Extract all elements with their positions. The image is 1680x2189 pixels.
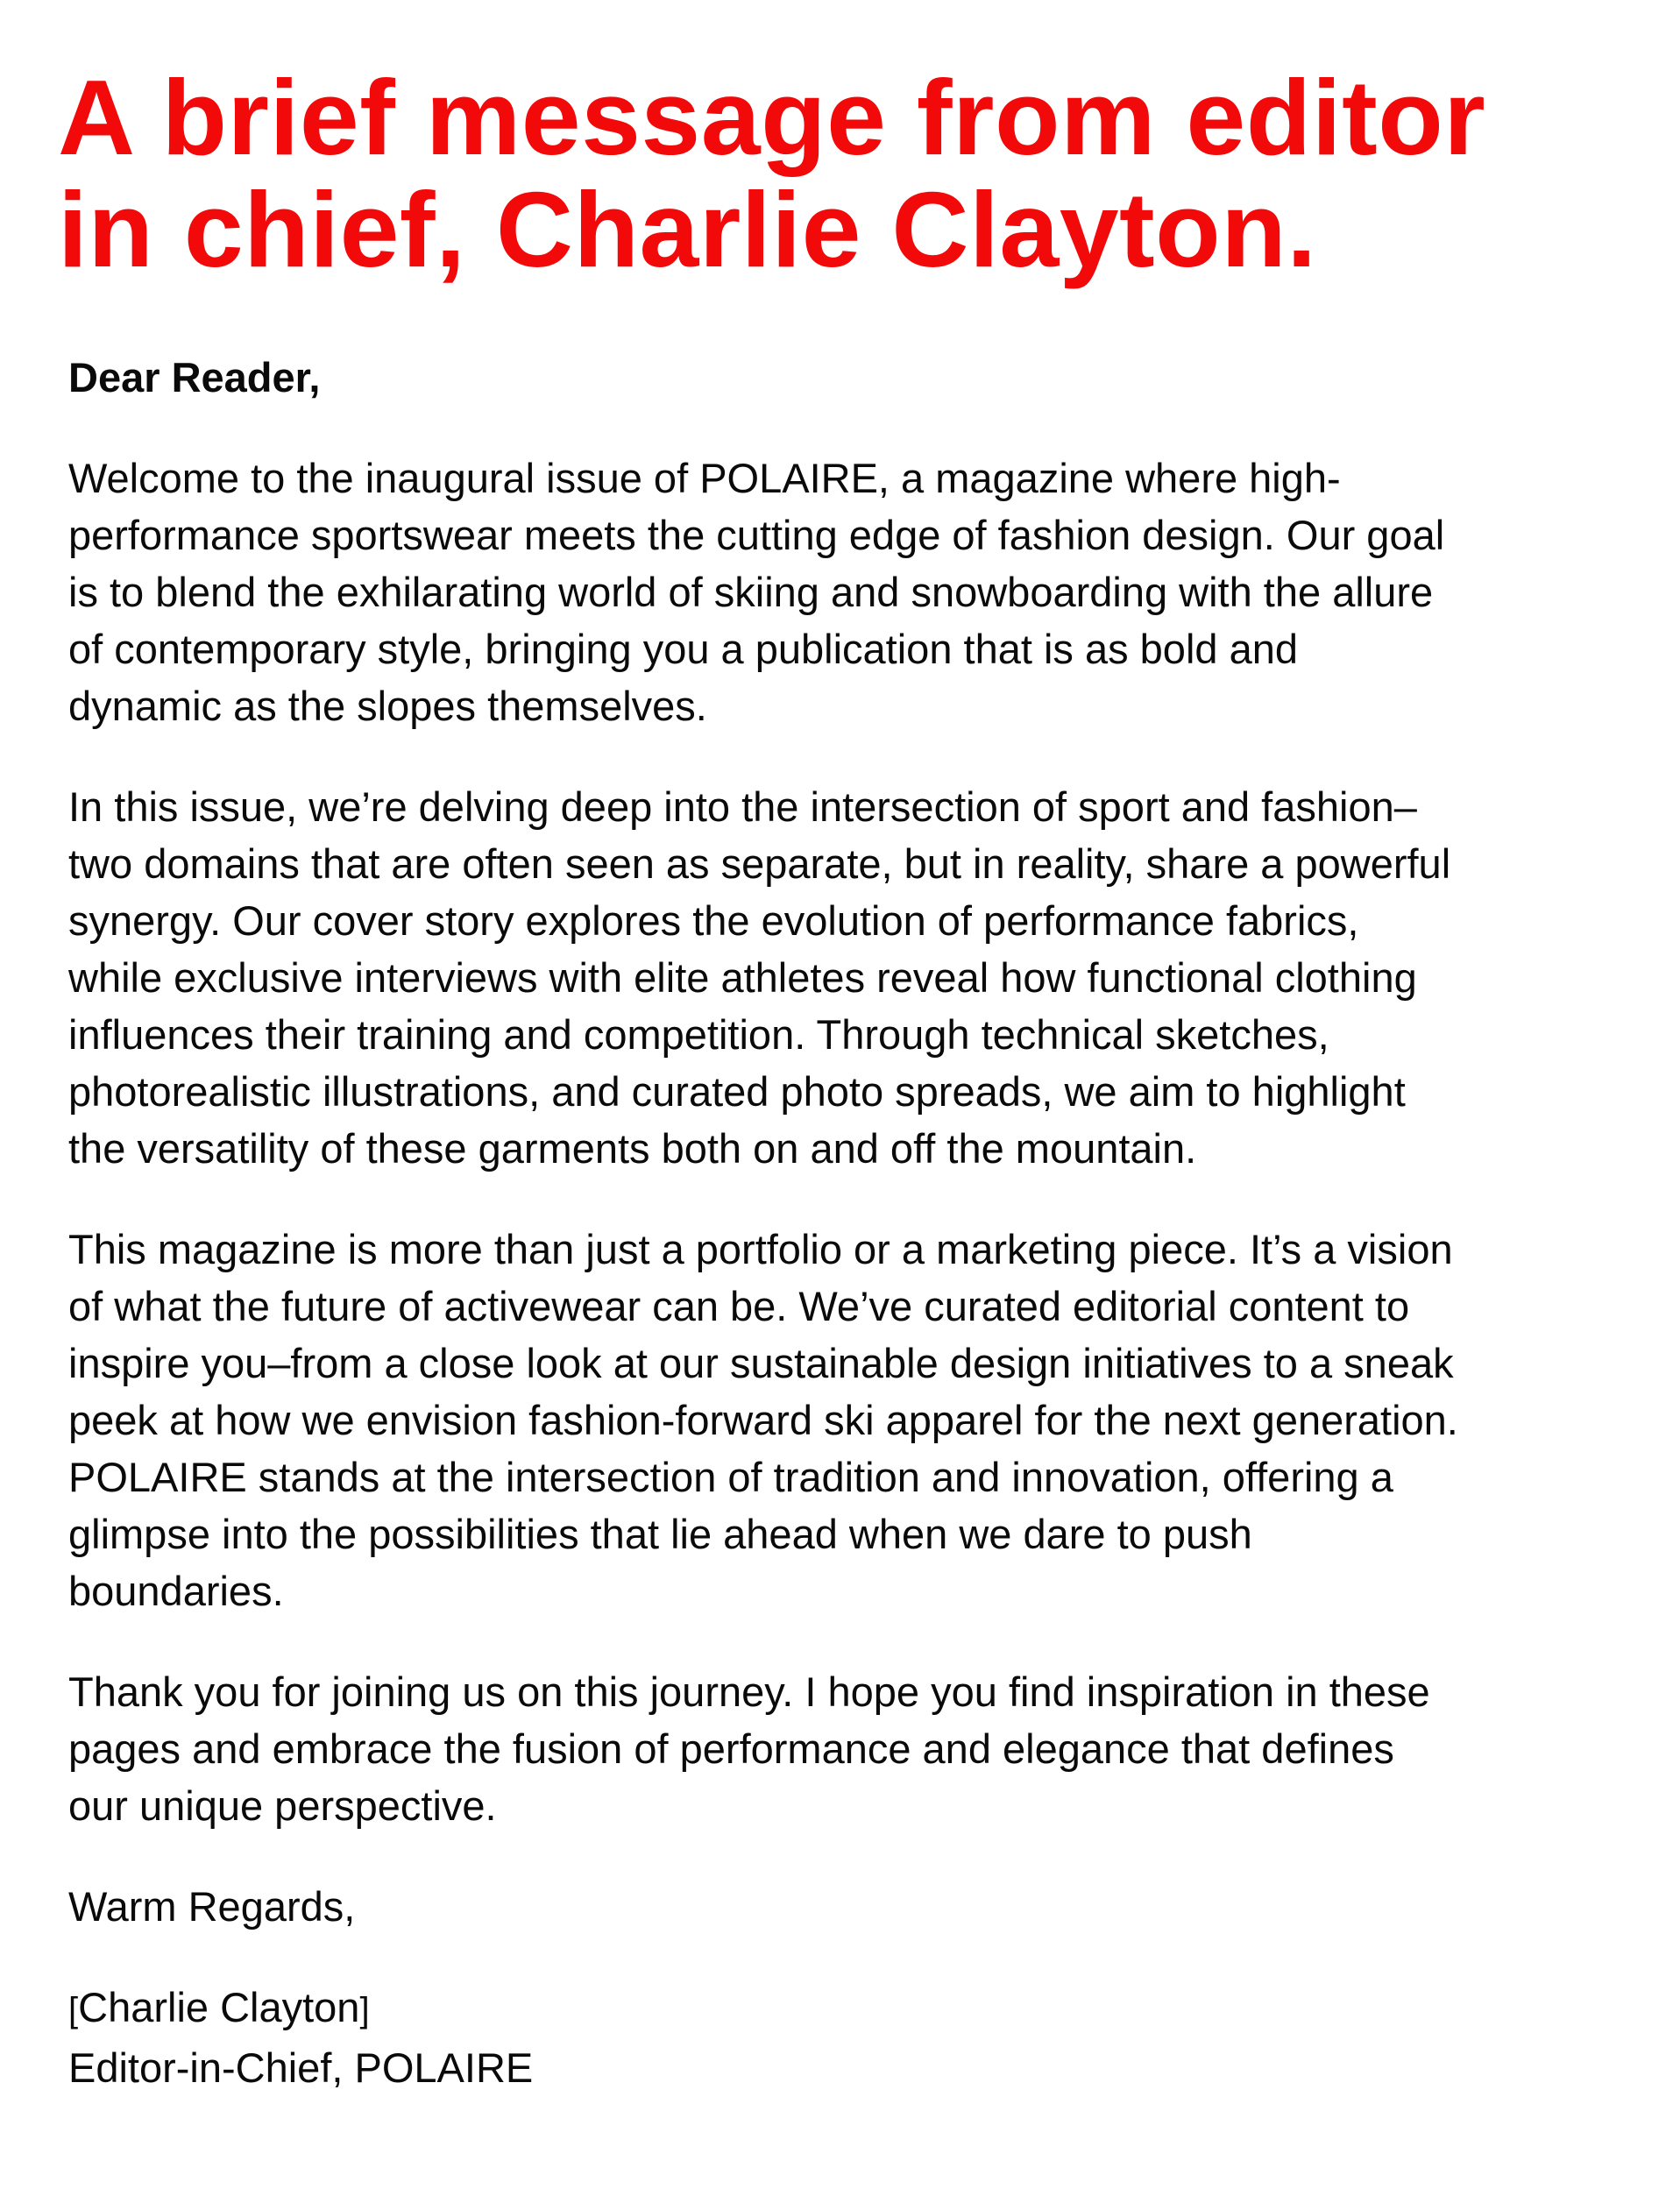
text-line: while exclusive interviews with elite athletes reveal how functional clothing xyxy=(68,954,1417,1001)
signature-name-text: Charlie Clayton xyxy=(78,1984,360,2030)
letter-greeting: Dear Reader, xyxy=(68,354,321,400)
text-line: of contemporary style, bringing you a publication that is as bold and xyxy=(68,626,1299,672)
text-line: our unique perspective. xyxy=(68,1782,497,1829)
text-line: Welcome to the inaugural issue of POLAIRE, a magazine where high- xyxy=(68,455,1341,501)
text-line: In this issue, we’re delving deep into the intersection of sport and fashion– xyxy=(68,783,1417,830)
text-line: glimpse into the possibilities that lie ahead when we dare to push xyxy=(68,1511,1252,1557)
headline-line: in chief, Charlie Clayton. xyxy=(58,170,1317,289)
text-line: dynamic as the slopes themselves. xyxy=(68,683,707,729)
text-line: of what the future of activewear can be. We’ve curated editorial content to xyxy=(68,1283,1410,1329)
text-line: boundaries. xyxy=(68,1568,284,1614)
text-line: synergy. Our cover story explores the evolution of performance fabrics, xyxy=(68,897,1359,944)
headline-line: A brief message from editor xyxy=(58,58,1486,177)
text-line: Thank you for joining us on this journey. I hope you find inspiration in these xyxy=(68,1668,1430,1715)
paragraph-issue xyxy=(68,778,1558,1177)
text-line: influences their training and competition. Through technical sketches, xyxy=(68,1011,1329,1058)
signature-title: Editor-in-Chief, POLAIRE xyxy=(68,2044,534,2091)
text-line: is to blend the exhilarating world of skiing and snowboarding with the allure xyxy=(68,569,1434,615)
signature-block xyxy=(68,1979,1558,2096)
close-bracket: ] xyxy=(359,1991,370,2030)
page-title xyxy=(58,58,1600,289)
open-bracket: [ xyxy=(68,1991,79,2030)
text-line: photorealistic illustrations, and curated photo spreads, we aim to highlight xyxy=(68,1068,1406,1115)
letter-body xyxy=(68,349,1558,2096)
text-line: This magazine is more than just a portfolio or a marketing piece. It’s a vision xyxy=(68,1226,1453,1272)
text-line: two domains that are often seen as separate, but in reality, share a powerful xyxy=(68,840,1451,887)
paragraph-vision xyxy=(68,1221,1558,1619)
paragraph-thanks xyxy=(68,1663,1558,1834)
text-line: the versatility of these garments both on and off the mountain. xyxy=(68,1125,1197,1172)
text-line: POLAIRE stands at the intersection of tradition and innovation, offering a xyxy=(68,1454,1393,1500)
signature-name xyxy=(68,1979,1558,2039)
text-line: performance sportswear meets the cutting edge of fashion design. Our goal xyxy=(68,512,1445,558)
text-line: inspire you–from a close look at our sustainable design initiatives to a sneak xyxy=(68,1340,1454,1386)
paragraph-welcome xyxy=(68,450,1558,734)
text-line: peek at how we envision fashion-forward ski apparel for the next generation. xyxy=(68,1397,1458,1443)
text-line: pages and embrace the fusion of performance and elegance that defines xyxy=(68,1725,1394,1772)
letter-closing: Warm Regards, xyxy=(68,1883,356,1930)
